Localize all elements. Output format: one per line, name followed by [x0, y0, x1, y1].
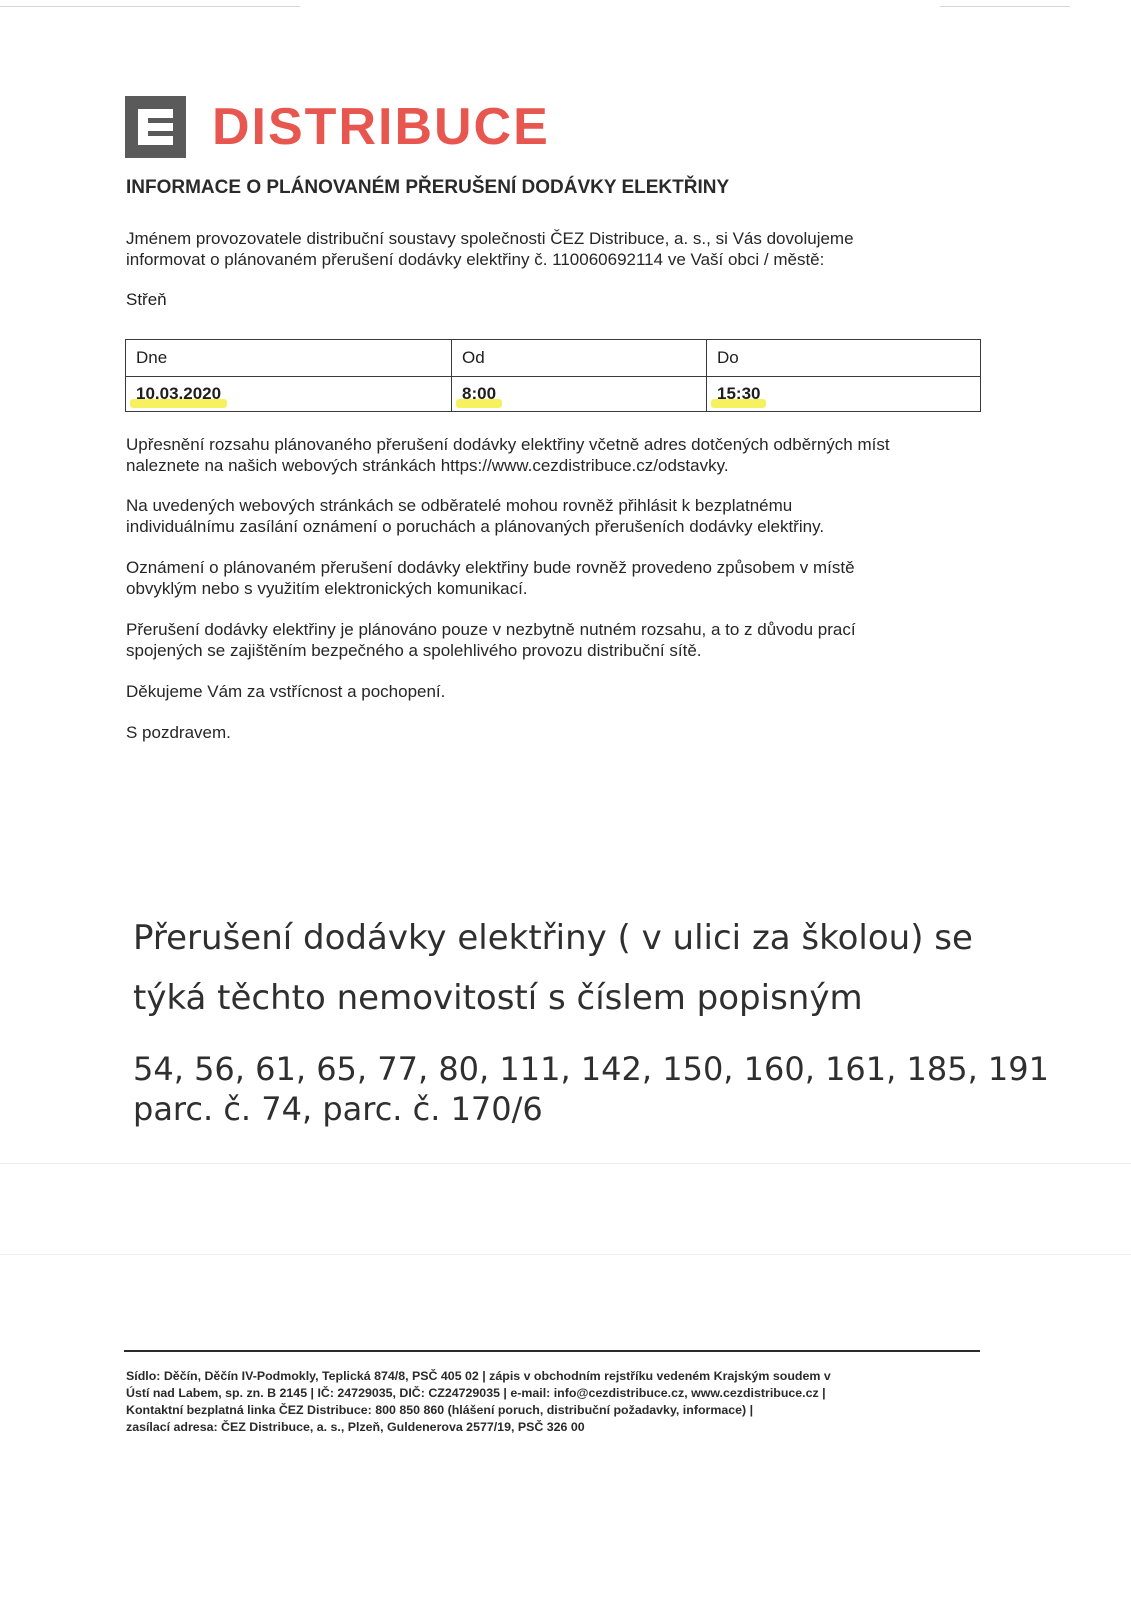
intro-line: informovat o plánovaném přerušení dodávky elektřiny č. 110060692114 ve Vaší obci / městě:: [126, 250, 825, 269]
from-value: 8:00: [462, 384, 497, 403]
footer: [126, 1368, 966, 1436]
footer-divider: [124, 1350, 980, 1352]
paragraph-line: Přerušení dodávky elektřiny je plánováno pouze v nezbytně nutném rozsahu, a to z důvodu prací: [126, 620, 856, 639]
footer-line: zasílací adresa: ČEZ Distribuce, a. s., Plzeň, Guldenerova 2577/19, PSČ 326 00: [126, 1420, 585, 1434]
to-value: 15:30: [717, 384, 761, 403]
note-line: Přerušení dodávky elektřiny ( v ulici za školou) se: [133, 918, 973, 958]
table-row: [126, 377, 981, 412]
paragraph-line: spojených se zajištěním bezpečného a spolehlivého provozu distribuční sítě.: [126, 641, 702, 660]
table-header-row: [126, 340, 981, 377]
note-numbers: [133, 1049, 1123, 1129]
brand-name: DISTRIBUCE: [212, 98, 550, 156]
paragraph-line: naleznete na našich webových stránkách https://www.cezdistribuce.cz/odstavky.: [126, 456, 729, 475]
paragraph-subscription: [126, 495, 946, 537]
paragraph-line: Upřesnění rozsahu plánovaného přerušení dodávky elektřiny včetně adres dotčených odběrných míst: [126, 435, 890, 454]
scan-artifact: [0, 1163, 1131, 1164]
scan-artifact: [940, 6, 1070, 7]
greeting-text: S pozdravem.: [126, 723, 231, 742]
footer-line: Kontaktní bezplatná linka ČEZ Distribuce: 800 850 860 (hlášení poruch, distribuční požadavky, informace) |: [126, 1403, 754, 1417]
scan-artifact: [0, 1254, 1131, 1255]
note-line: týká těchto nemovitostí s číslem popisným: [133, 978, 863, 1018]
paragraph-line: obvyklým nebo s využitím elektronických komunikací.: [126, 579, 528, 598]
scan-artifact: [0, 6, 300, 7]
header-cell-from: Od: [452, 340, 707, 377]
note-heading: [133, 908, 1113, 1028]
paragraph-details: [126, 434, 946, 476]
from-cell: [452, 377, 707, 412]
cez-logo-icon: [125, 96, 186, 158]
to-cell: [707, 377, 981, 412]
footer-line: Ústí nad Labem, sp. zn. B 2145 | IČ: 24729035, DIČ: CZ24729035 | e-mail: info@cezdistribuce.cz, www.cezdistribuce.cz |: [126, 1386, 826, 1400]
paragraph-line: Na uvedených webových stránkách se odběratelé mohou rovněž přihlásit k bezplatnému: [126, 496, 793, 515]
paragraph-reason: [126, 619, 946, 661]
header-cell-to: Do: [707, 340, 981, 377]
schedule-table: [125, 339, 981, 412]
thanks-text: Děkujeme Vám za vstřícnost a pochopení.: [126, 682, 446, 701]
date-value: 10.03.2020: [136, 384, 222, 403]
house-numbers: 54, 56, 61, 65, 77, 80, 111, 142, 150, 160, 161, 185, 191: [133, 1050, 1049, 1088]
intro-paragraph: [126, 228, 946, 270]
paragraph-announcement: [126, 557, 946, 599]
date-cell: [126, 377, 452, 412]
header-cell-date: Dne: [126, 340, 452, 377]
page-title: INFORMACE O PLÁNOVANÉM PŘERUŠENÍ DODÁVKY ELEKTŘINY: [126, 177, 730, 198]
paragraph-line: individuálnímu zasílání oznámení o poruchách a plánovaných přerušeních dodávky elektřiny.: [126, 517, 825, 536]
footer-line: Sídlo: Děčín, Děčín IV-Podmokly, Teplická 874/8, PSČ 405 02 | zápis v obchodním rejstříku vedeném Krajským soudem v: [126, 1369, 831, 1383]
town-name: Střeň: [126, 290, 167, 309]
parcel-numbers: parc. č. 74, parc. č. 170/6: [133, 1090, 543, 1128]
intro-line: Jménem provozovatele distribuční soustavy společnosti ČEZ Distribuce, a. s., si Vás dovolujeme: [126, 229, 854, 248]
paragraph-line: Oznámení o plánovaném přerušení dodávky elektřiny bude rovněž provedeno způsobem v místě: [126, 558, 855, 577]
